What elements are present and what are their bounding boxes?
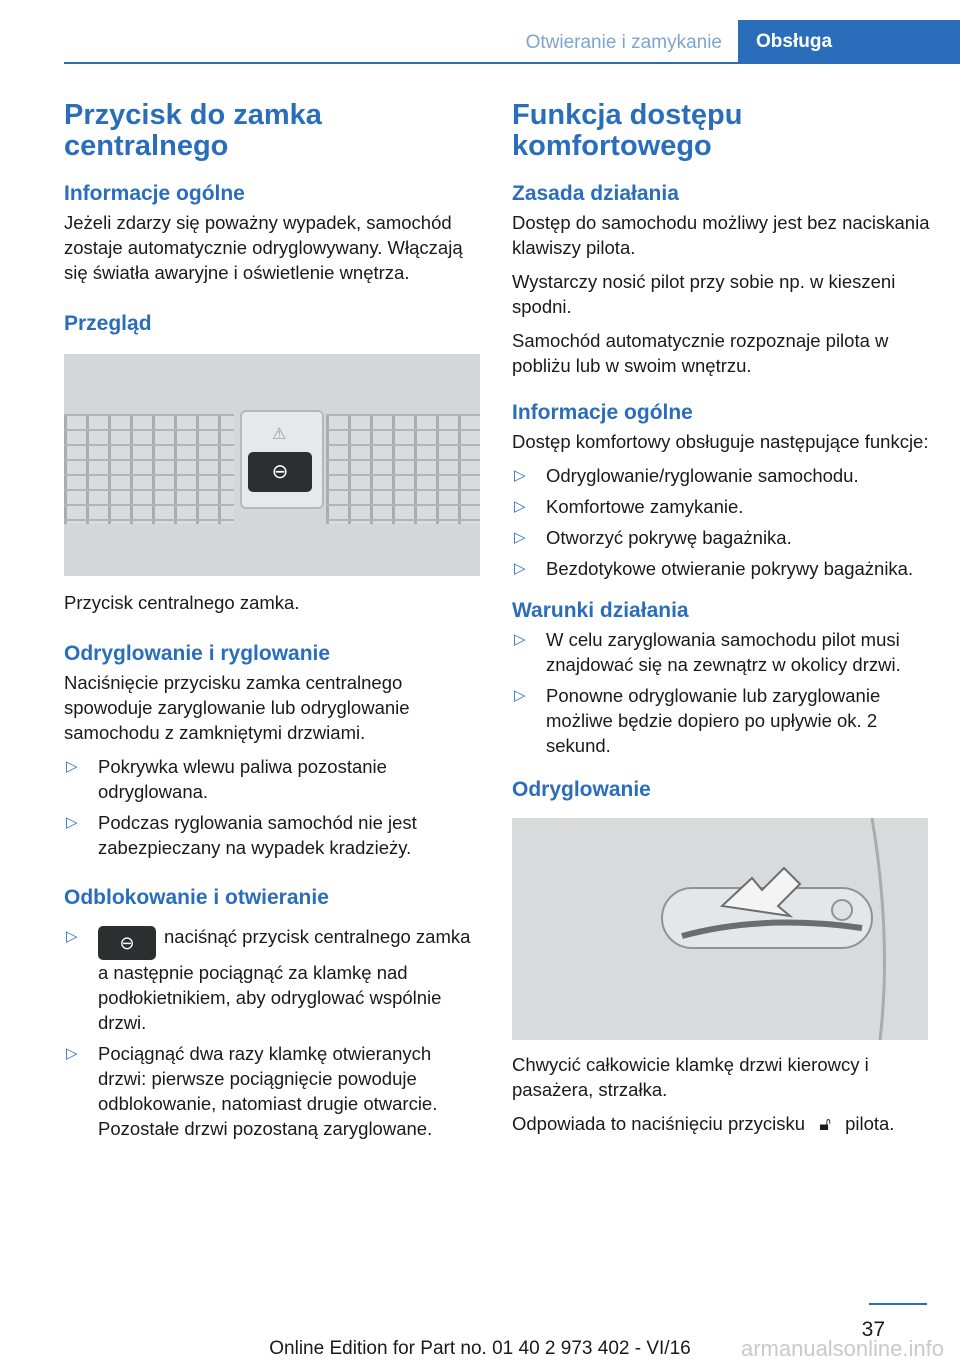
triangle-right-icon: ▷ <box>66 758 78 775</box>
door-handle-illustration <box>512 818 928 1040</box>
locking-list <box>64 754 480 860</box>
triangle-right-icon: ▷ <box>514 529 526 546</box>
left-column <box>64 100 480 1149</box>
page-header <box>64 20 960 64</box>
hazard-triangle-icon: ⚠ <box>272 426 287 443</box>
watermark: armanualsonline.info <box>740 1336 944 1361</box>
list-item: ▷ Bezdotykowe otwieranie pokrywy bagażnika. <box>514 558 914 579</box>
list-item: ▷ Odryglowanie/ryglowanie samochodu. <box>514 465 859 486</box>
functions-list <box>512 463 930 581</box>
footer-edition: Online Edition for Part no. 01 40 2 973 402 - VI/16 <box>269 1338 691 1359</box>
right-title: Funkcja dostępu komfortowego <box>512 99 743 162</box>
header-section-title: Otwieranie i zamykanie <box>525 32 722 53</box>
unlocking-caption: Chwycić całkowicie klamkę drzwi kierowcy i pasażera, strzałka. <box>512 1054 869 1100</box>
triangle-right-icon: ▷ <box>66 814 78 831</box>
overview-caption: Przycisk centralnego zamka. <box>64 592 300 613</box>
right-general-text: Dostęp komfortowy obsługuje następujące funkcje: <box>512 431 929 452</box>
left-title: Przycisk do zamka centralnego <box>64 99 322 162</box>
central-lock-button-figure <box>64 354 480 576</box>
list-item: ▷ Otworzyć pokrywę bagażnika. <box>514 527 792 548</box>
triangle-right-icon: ▷ <box>514 498 526 515</box>
central-lock-panel <box>240 410 324 509</box>
principle-p1: Dostęp do samochodu możliwy jest bez naciskania klawiszy pilota. <box>512 212 930 258</box>
left-general-text: Jeżeli zdarzy się poważny wypadek, samochód zostaje automatycznie odryglowywany. Włączają się światła awaryjne i oświetlenie wnętrza. <box>64 212 463 283</box>
right-general-heading: Informacje ogólne <box>512 401 693 424</box>
unlocking-note: Odpowiada to naciśnięciu przycisku 🔓︎ pilota. <box>512 1111 930 1137</box>
page-number: 37 <box>861 1318 885 1341</box>
triangle-right-icon: ▷ <box>514 687 526 704</box>
triangle-right-icon: ▷ <box>66 928 78 945</box>
principle-p2: Wystarczy nosić pilot przy sobie np. w kieszeni spodni. <box>512 271 896 317</box>
unlock-car-key-icon: ⊖ <box>248 452 312 492</box>
conditions-list <box>512 627 930 758</box>
list-item: ▷ Pokrywka wlewu paliwa pozostanie odryglowana. <box>66 756 387 802</box>
header-tab: Obsługa <box>738 20 960 62</box>
left-general-heading: Informacje ogólne <box>64 182 245 205</box>
right-column <box>512 100 930 1146</box>
list-item: ▷ ⊖ naciśnąć przycisk centralnego zamka a następnie pociągnąć za klamkę nad podłokietnikiem, aby odryglować wspólnie drzwi. <box>66 926 471 1033</box>
conditions-heading: Warunki działania <box>512 599 689 622</box>
triangle-right-icon: ▷ <box>66 1045 78 1062</box>
list-item: ▷ W celu zaryglowania samochodu pilot musi znajdować się na zewnątrz w okolicy drzwi. <box>514 629 901 675</box>
overview-heading: Przegląd <box>64 312 152 335</box>
principle-heading: Zasada działania <box>512 182 679 205</box>
list-item: ▷ Ponowne odryglowanie lub zaryglowanie możliwe będzie dopiero po upływie ok. 2 sekund. <box>514 685 881 756</box>
principle-p3: Samochód automatycznie rozpoznaje pilota w pobliżu lub w swoim wnętrzu. <box>512 330 889 376</box>
triangle-right-icon: ▷ <box>514 467 526 484</box>
locking-text: Naciśnięcie przycisku zamka centralnego spowoduje zaryglowanie lub odryglowanie samochodu z zamkniętymi drzwiami. <box>64 672 410 743</box>
door-handle-figure <box>512 818 928 1040</box>
unblocking-list <box>64 924 480 1141</box>
unlock-car-key-icon: ⊖ <box>98 926 156 960</box>
list-item: ▷ Podczas ryglowania samochód nie jest zabezpieczany na wypadek kradzieży. <box>66 812 417 858</box>
triangle-right-icon: ▷ <box>514 560 526 577</box>
triangle-right-icon: ▷ <box>514 631 526 648</box>
locking-heading: Odryglowanie i ryglowanie <box>64 642 331 665</box>
unlocking-heading: Odryglowanie <box>512 778 651 801</box>
list-item: ▷ Pociągnąć dwa razy klamkę otwieranych drzwi: pierwsze pociągnięcie powoduje odblokowanie, natomiast drugie otwarcie. Pozostałe drzwi pozostaną zaryglowane. <box>66 1043 438 1139</box>
unlock-padlock-icon: 🔓︎ <box>819 1114 831 1134</box>
unblocking-heading: Odblokowanie i otwieranie <box>64 886 329 909</box>
list-item: ▷ Komfortowe zamykanie. <box>514 496 744 517</box>
footer-rule <box>869 1303 927 1305</box>
